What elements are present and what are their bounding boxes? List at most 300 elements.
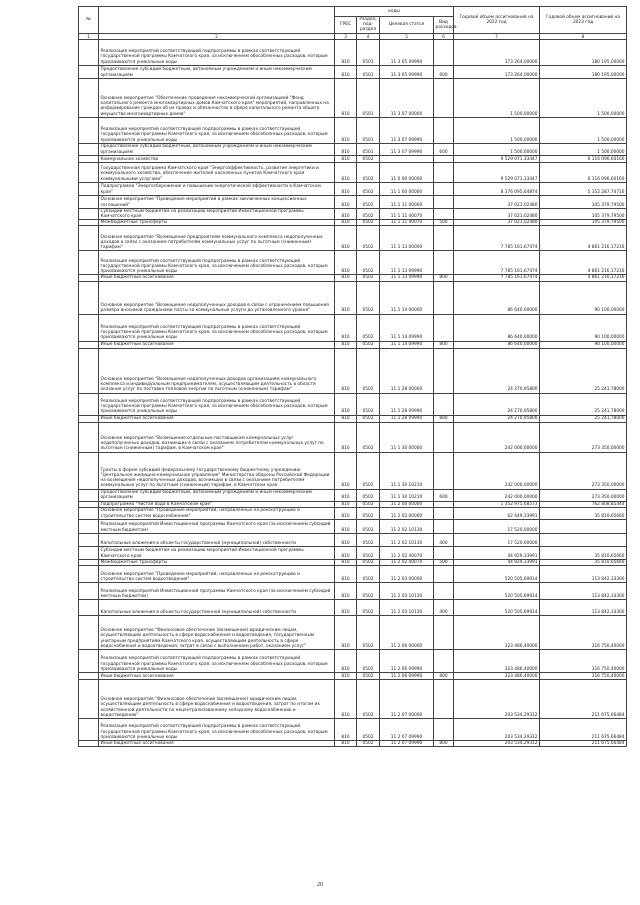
row-vr-cell — [434, 650, 454, 673]
row-2023-cell: 35 810,65660 — [540, 546, 627, 559]
table-row — [79, 162, 627, 182]
row-razdel-cell: 0502 — [357, 489, 380, 501]
row-grbs-cell: 810 — [335, 208, 357, 219]
table-row — [79, 719, 627, 741]
col-number: 7 — [454, 33, 540, 39]
row-no-cell — [79, 314, 99, 341]
col-header-grbs: ГРБС — [335, 17, 357, 34]
row-no-cell — [79, 519, 99, 533]
row-2023-cell: 113 842,33300 — [540, 566, 627, 583]
col-number: 6 — [434, 33, 454, 39]
table-row — [79, 452, 627, 489]
row-cs-cell: 11 1 11 40070 — [380, 208, 434, 219]
table-row — [79, 195, 627, 208]
col-header-cs: Целевая статья — [380, 17, 434, 34]
row-no-cell — [79, 533, 99, 546]
row-cs-cell: 11 2 06 09990 — [380, 673, 434, 680]
row-name-cell: Реализация мероприятий соответствующей подпрограммы в рамках соответствующей государственной программы Камчатского края, за исключением обособленных расходов, которым присваиваются уникальные коды — [99, 393, 335, 415]
row-2022-cell: 62 449,33991 — [454, 507, 540, 519]
row-2023-cell: 273 350,00000 — [540, 452, 627, 489]
row-razdel-cell: 0502 — [357, 162, 380, 182]
row-2023-cell: 113 842,33300 — [540, 600, 627, 616]
row-grbs-cell: 810 — [335, 719, 357, 741]
table-row — [79, 546, 627, 559]
row-name-cell: Субсидии местным бюджетам на реализацию мероприятий Инвестиционной программы Камчатского края — [99, 546, 335, 559]
row-2022-cell: 323 486,40000 — [454, 616, 540, 650]
row-vr-cell — [434, 314, 454, 341]
row-2022-cell: 37 021,02480 — [454, 195, 540, 208]
row-cs-cell: 11 3 05 09990 — [380, 39, 434, 65]
row-vr-cell — [434, 39, 454, 65]
row-cs-cell: 11 1 11 00000 — [380, 195, 434, 208]
row-grbs-cell: 810 — [335, 546, 357, 559]
row-no-cell — [79, 415, 99, 422]
row-razdel-cell: 0502 — [357, 220, 380, 226]
row-2023-cell: 316 750,40000 — [540, 673, 627, 680]
row-2022-cell: 7 785 161,67474 — [454, 251, 540, 275]
row-2022-cell: 17 520,00000 — [454, 533, 540, 546]
row-razdel-cell: 0502 — [357, 155, 380, 162]
row-no-cell — [79, 65, 99, 78]
row-2022-cell: 24 270,95800 — [454, 348, 540, 393]
row-name-cell: Предоставление субсидий бюджетным, автономным учреждениям и иным некоммерческим организациям — [99, 65, 335, 78]
row-no-cell — [79, 673, 99, 680]
table-row — [79, 281, 627, 314]
table-row — [79, 680, 627, 719]
row-no-cell — [79, 195, 99, 208]
row-cs-cell: 11 2 03 10130 — [380, 583, 434, 600]
row-name-cell: Реализация мероприятий соответствующей подпрограммы в рамках соответствующей государственной программы Камчатского края, за исключением обособленных расходов, которым присваиваются уникальные коды — [99, 117, 335, 143]
row-cs-cell: 11 2 07 00000 — [380, 680, 434, 719]
row-name-cell: Основное мероприятие "Возмещение недополученных доходов в связи с ограничением повышения размера вносимой гражданами платы за коммунальные услуги до установленного уровня" — [99, 281, 335, 314]
row-2023-cell: 762 808,85444 — [540, 501, 627, 507]
row-2022-cell: 1 500,00000 — [454, 78, 540, 117]
col-header-codes: коды — [335, 7, 454, 17]
row-2022-cell: 17 520,00000 — [454, 519, 540, 533]
col-header-no: № — [79, 7, 99, 34]
table-row — [79, 422, 627, 452]
row-grbs-cell: 810 — [335, 117, 357, 143]
row-no-cell — [79, 143, 99, 155]
row-cs-cell — [380, 155, 434, 162]
row-2022-cell: 37 021,02480 — [454, 220, 540, 226]
row-2023-cell: 4 861 216,17216 — [540, 226, 627, 251]
row-name-cell: Основное мероприятие "Проведение мероприятий в рамках заключенных концессионных соглашений" — [99, 195, 335, 208]
row-razdel-cell: 0501 — [357, 143, 380, 155]
row-cs-cell: 11 1 00 00000 — [380, 182, 434, 195]
row-grbs-cell: 810 — [335, 489, 357, 501]
table-row — [79, 650, 627, 673]
row-cs-cell: 11 1 13 09990 — [380, 275, 434, 281]
row-2023-cell: 25 241,78000 — [540, 348, 627, 393]
row-cs-cell: 11 3 07 00000 — [380, 78, 434, 117]
row-grbs-cell: 810 — [335, 65, 357, 78]
row-cs-cell: 11 3 05 09990 — [380, 65, 434, 78]
row-cs-cell: 11 1 14 00000 — [380, 281, 434, 314]
row-name-cell: Реализация мероприятий Инвестиционной программы Камчатского края (за исключением субсидий местным бюджетам) — [99, 519, 335, 533]
row-vr-cell — [434, 546, 454, 559]
row-grbs-cell: 810 — [335, 348, 357, 393]
row-name-cell: Основное мероприятие "Возмещение недополученных доходов организациям коммунального комплекса и индивидуальным предпринимателям, осуществляющим деятельность в области оказания услуг по поставке тепловой энергии по льготным (сниженным) тарифам" — [99, 348, 335, 393]
row-2023-cell: 211 675,66484 — [540, 741, 627, 747]
col-header-2022: Годовой объем ассигнований на 2022 год — [454, 7, 540, 34]
page-number: 20 — [317, 882, 323, 888]
row-grbs-cell: 810 — [335, 39, 357, 65]
row-vr-cell: 800 — [434, 341, 454, 348]
table-row — [79, 616, 627, 650]
row-2023-cell: 105 379,79500 — [540, 208, 627, 219]
row-vr-cell — [434, 155, 454, 162]
row-2022-cell: 323 486,40000 — [454, 673, 540, 680]
row-no-cell — [79, 117, 99, 143]
row-2023-cell: 211 675,66484 — [540, 680, 627, 719]
row-grbs-cell: 810 — [335, 341, 357, 348]
row-no-cell — [79, 393, 99, 415]
row-2022-cell: 203 534,29312 — [454, 719, 540, 741]
table-row — [79, 489, 627, 501]
row-vr-cell: 800 — [434, 275, 454, 281]
row-razdel-cell: 0502 — [357, 501, 380, 507]
row-grbs-cell: 810 — [335, 275, 357, 281]
row-cs-cell: 11 1 13 09990 — [380, 251, 434, 275]
row-razdel-cell: 0502 — [357, 650, 380, 673]
table-row — [79, 314, 627, 341]
budget-table-page — [78, 6, 626, 747]
row-cs-cell: 11 1 28 00000 — [380, 348, 434, 393]
row-cs-cell: 11 1 11 40070 — [380, 220, 434, 226]
row-name-cell: Иные бюджетные ассигнования — [99, 341, 335, 348]
row-vr-cell — [434, 422, 454, 452]
row-2022-cell: 9 529 071,33447 — [454, 162, 540, 182]
row-vr-cell — [434, 195, 454, 208]
row-cs-cell: 11 2 06 00000 — [380, 616, 434, 650]
row-grbs-cell: 810 — [335, 415, 357, 422]
row-cs-cell: 11 2 02 40070 — [380, 546, 434, 559]
table-row — [79, 533, 627, 546]
row-grbs-cell: 810 — [335, 566, 357, 583]
row-2022-cell: 242 000,00000 — [454, 452, 540, 489]
row-grbs-cell: 810 — [335, 507, 357, 519]
row-name-cell: Коммунальное хозяйство — [99, 155, 335, 162]
row-grbs-cell: 810 — [335, 673, 357, 680]
row-cs-cell: 11 2 03 10130 — [380, 600, 434, 616]
row-no-cell — [79, 251, 99, 275]
row-cs-cell: 11 2 02 10130 — [380, 519, 434, 533]
table-row — [79, 415, 627, 422]
row-2023-cell: 180 195,00000 — [540, 39, 627, 65]
row-vr-cell: 600 — [434, 143, 454, 155]
row-name-cell: Гранты в форме субсидий федеральному государственному бюджетному учреждению "Центральное жилищно-коммунальное управление" Министерства обороны Российской Федерации на возмещение недополученных доходов, возникших в связи с оказанием потребителям коммунальных услуг по льготным (сниженным) тарифам, в Камчатском крае — [99, 452, 335, 489]
row-vr-cell: 500 — [434, 220, 454, 226]
row-cs-cell: 11 2 07 09990 — [380, 719, 434, 741]
row-no-cell — [79, 489, 99, 501]
row-grbs-cell: 810 — [335, 220, 357, 226]
row-name-cell: Реализация мероприятий Инвестиционной программы Камчатского края (за исключением субсидий местным бюджетам) — [99, 583, 335, 600]
row-cs-cell: 11 1 28 09990 — [380, 415, 434, 422]
row-vr-cell — [434, 616, 454, 650]
table-row — [79, 226, 627, 251]
row-name-cell: Основное мероприятие "Проведение мероприятий, направленных на реконструкцию и строительство систем водоотведения" — [99, 566, 335, 583]
row-name-cell: Основное мероприятие "Проведение мероприятий, направленных на реконструкцию и строительство систем водоснабжения" — [99, 507, 335, 519]
col-number: 8 — [540, 33, 627, 39]
row-razdel-cell: 0502 — [357, 680, 380, 719]
row-razdel-cell: 0502 — [357, 281, 380, 314]
row-vr-cell — [434, 251, 454, 275]
row-2023-cell — [540, 533, 627, 546]
table-row — [79, 519, 627, 533]
row-razdel-cell: 0502 — [357, 251, 380, 275]
row-name-cell: Основное мероприятие "Финансовое обеспечение (возмещение) юридическим лицам, осуществляющим деятельность в сфере водоснабжения и водоотведения, затрат по итогам их хозяйственной деятельности по нецентрализованному холодному водоснабжению и водоотведению" — [99, 680, 335, 719]
table-row — [79, 600, 627, 616]
row-grbs-cell: 810 — [335, 559, 357, 565]
row-razdel-cell: 0502 — [357, 195, 380, 208]
row-razdel-cell: 0502 — [357, 533, 380, 546]
table-row — [79, 182, 627, 195]
row-razdel-cell: 0501 — [357, 65, 380, 78]
row-name-cell: Основное мероприятие "Финансовое обеспечение (возмещение) юридическим лицам, осуществляющим деятельность в сфере водоснабжения и водоотведения, государственным унитарным предприятиям Камчатского края, осуществляющим деятельность в сфере водоснабжения и водоотведения, затрат в связи с выполнением работ, оказанием услуг" — [99, 616, 335, 650]
table-row — [79, 741, 627, 747]
row-2023-cell — [540, 519, 627, 533]
row-2023-cell: 90 100,00000 — [540, 341, 627, 348]
row-2022-cell: 520 505,69914 — [454, 600, 540, 616]
row-2022-cell: 242 000,00000 — [454, 489, 540, 501]
row-cs-cell: 11 2 07 09990 — [380, 741, 434, 747]
table-row — [79, 155, 627, 162]
row-2023-cell: 25 241,78000 — [540, 393, 627, 415]
col-header-name — [99, 7, 335, 34]
row-grbs-cell: 810 — [335, 251, 357, 275]
row-2022-cell: 1 500,00000 — [454, 117, 540, 143]
row-vr-cell — [434, 393, 454, 415]
row-no-cell — [79, 650, 99, 673]
row-no-cell — [79, 583, 99, 600]
row-razdel-cell: 0502 — [357, 566, 380, 583]
table-row — [79, 78, 627, 117]
row-cs-cell: 11 0 00 00000 — [380, 162, 434, 182]
row-grbs-cell: 810 — [335, 741, 357, 747]
row-name-cell: Реализация мероприятий соответствующей подпрограммы в рамках соответствующей государственной программы Камчатского края, за исключением обособленных расходов, которым присваиваются уникальные коды — [99, 650, 335, 673]
row-name-cell: Иные бюджетные ассигнования — [99, 415, 335, 422]
row-razdel-cell: 0502 — [357, 583, 380, 600]
row-razdel-cell: 0501 — [357, 78, 380, 117]
row-no-cell — [79, 507, 99, 519]
row-no-cell — [79, 208, 99, 219]
row-name-cell: Предоставление субсидий бюджетным, автономным учреждениям и иным некоммерческим организациям — [99, 143, 335, 155]
row-2023-cell: 273 350,00000 — [540, 489, 627, 501]
row-2023-cell: 35 810,65660 — [540, 559, 627, 565]
row-2022-cell: 86 640,00000 — [454, 281, 540, 314]
row-2023-cell: 4 861 216,17216 — [540, 251, 627, 275]
row-no-cell — [79, 39, 99, 65]
row-2023-cell: 90 100,00000 — [540, 281, 627, 314]
row-name-cell: Реализация мероприятий соответствующей подпрограммы в рамках соответствующей государственной программы Камчатского края, за исключением обособленных расходов, которым присваиваются уникальные коды — [99, 314, 335, 341]
row-no-cell — [79, 226, 99, 251]
table-row — [79, 39, 627, 65]
budget-table — [78, 6, 627, 747]
row-2022-cell: 44 929,33991 — [454, 546, 540, 559]
row-name-cell: Реализация мероприятий соответствующей подпрограммы в рамках соответствующей государственной программы Камчатского края, за исключением обособленных расходов, которым присваиваются уникальные коды — [99, 719, 335, 741]
row-grbs-cell: 810 — [335, 583, 357, 600]
row-2023-cell: 6 116 096,60160 — [540, 162, 627, 182]
col-number: 2 — [99, 33, 335, 39]
row-cs-cell: 11 2 03 00000 — [380, 566, 434, 583]
row-name-cell: Реализация мероприятий соответствующей подпрограммы в рамках соответствующей государственной программы Камчатского края, за исключением обособленных расходов, которым присваиваются уникальные коды — [99, 251, 335, 275]
row-name-cell: Основное мероприятие "Возмещение предприятиям коммунального комплекса недополученных доходов в связи с оказанием потребителям коммунальных услуг по льготным (сниженным) тарифам" — [99, 226, 335, 251]
row-2022-cell: 520 505,69914 — [454, 583, 540, 600]
row-grbs-cell: 810 — [335, 162, 357, 182]
row-vr-cell — [434, 348, 454, 393]
row-vr-cell — [434, 182, 454, 195]
row-2023-cell: 316 750,40000 — [540, 650, 627, 673]
row-razdel-cell: 0502 — [357, 208, 380, 219]
row-cs-cell: 11 2 06 09990 — [380, 650, 434, 673]
row-2023-cell: 4 861 216,17216 — [540, 275, 627, 281]
row-razdel-cell: 0502 — [357, 226, 380, 251]
row-razdel-cell: 0502 — [357, 600, 380, 616]
row-grbs-cell: 810 — [335, 519, 357, 533]
table-row — [79, 566, 627, 583]
row-cs-cell: 11 1 30 10210 — [380, 452, 434, 489]
row-cs-cell: 11 1 14 09990 — [380, 341, 434, 348]
col-number: 5 — [380, 33, 434, 39]
row-name-cell: Государственная программа Камчатского края "Энергоэффективность, развитие энергетики и коммунального хозяйства, обеспечение жителей населенных пунктов Камчатского края коммунальными услугами" — [99, 162, 335, 182]
row-vr-cell — [434, 583, 454, 600]
row-name-cell: Основное мероприятие "Обеспечение проведения некоммерческой организацией "Фонд капитального ремонта многоквартирных домов Камчатского края" мероприятий, направленных на информирование граждан об их правах и обязанностях в сфере капитального ремонта общего имущества многоквартирных домов" — [99, 78, 335, 117]
row-2023-cell: 6 116 096,60160 — [540, 155, 627, 162]
row-no-cell — [79, 182, 99, 195]
row-2022-cell: 203 534,29312 — [454, 680, 540, 719]
row-2023-cell: 316 750,40000 — [540, 616, 627, 650]
row-2022-cell: 86 640,00000 — [454, 341, 540, 348]
row-razdel-cell: 0502 — [357, 673, 380, 680]
row-vr-cell — [434, 208, 454, 219]
row-vr-cell — [434, 226, 454, 251]
row-2022-cell: 520 505,69914 — [454, 566, 540, 583]
row-razdel-cell: 0502 — [357, 452, 380, 489]
table-row — [79, 507, 627, 519]
row-razdel-cell: 0501 — [357, 39, 380, 65]
table-row — [79, 208, 627, 219]
row-razdel-cell: 0502 — [357, 422, 380, 452]
row-2022-cell: 44 929,33991 — [454, 559, 540, 565]
row-vr-cell: 400 — [434, 533, 454, 546]
row-no-cell — [79, 162, 99, 182]
row-2022-cell: 37 021,02480 — [454, 208, 540, 219]
row-no-cell — [79, 341, 99, 348]
row-no-cell — [79, 452, 99, 489]
row-2023-cell: 1 500,00000 — [540, 78, 627, 117]
row-name-cell: Иные бюджетные ассигнования — [99, 275, 335, 281]
row-vr-cell — [434, 117, 454, 143]
row-no-cell — [79, 741, 99, 747]
row-razdel-cell: 0502 — [357, 275, 380, 281]
row-vr-cell — [434, 507, 454, 519]
row-2023-cell: 113 842,33300 — [540, 583, 627, 600]
row-2022-cell: 24 270,95800 — [454, 415, 540, 422]
row-name-cell: Иные бюджетные ассигнования — [99, 741, 335, 747]
row-vr-cell: 400 — [434, 600, 454, 616]
row-razdel-cell: 0502 — [357, 507, 380, 519]
row-2022-cell: 7 785 161,67474 — [454, 275, 540, 281]
row-razdel-cell: 0502 — [357, 546, 380, 559]
row-razdel-cell: 0502 — [357, 348, 380, 393]
row-razdel-cell: 0502 — [357, 719, 380, 741]
row-vr-cell — [434, 719, 454, 741]
table-row — [79, 583, 627, 600]
row-2022-cell: 242 000,00000 — [454, 422, 540, 452]
col-header-razdel: Раздел, под-раздел — [357, 17, 380, 34]
row-name-cell: Межбюджетные трансферты — [99, 220, 335, 226]
row-no-cell — [79, 78, 99, 117]
row-name-cell: Реализация мероприятий соответствующей подпрограммы в рамках соответствующей государственной программы Камчатского края, за исключением обособленных расходов, которым присваиваются уникальные коды — [99, 39, 335, 65]
row-cs-cell: 11 1 30 00000 — [380, 422, 434, 452]
row-2022-cell: 7 785 161,67474 — [454, 226, 540, 251]
row-name-cell: Межбюджетные трансферты — [99, 559, 335, 565]
row-grbs-cell: 810 — [335, 226, 357, 251]
row-cs-cell: 11 2 02 10130 — [380, 533, 434, 546]
table-row — [79, 117, 627, 143]
row-vr-cell — [434, 78, 454, 117]
row-no-cell — [79, 600, 99, 616]
row-vr-cell — [434, 680, 454, 719]
table-row — [79, 341, 627, 348]
row-2022-cell: 86 640,00000 — [454, 314, 540, 341]
row-no-cell — [79, 546, 99, 559]
row-grbs-cell: 810 — [335, 195, 357, 208]
row-2022-cell: 9 529 071,33447 — [454, 155, 540, 162]
row-cs-cell: 11 3 07 09990 — [380, 143, 434, 155]
row-name-cell: Капитальные вложения в объекты государственной (муниципальной) собственности — [99, 600, 335, 616]
table-row — [79, 143, 627, 155]
table-row — [79, 65, 627, 78]
row-2023-cell: 90 100,00000 — [540, 314, 627, 341]
row-vr-cell — [434, 162, 454, 182]
row-2023-cell: 273 350,00000 — [540, 422, 627, 452]
row-grbs-cell: 810 — [335, 600, 357, 616]
row-name-cell: Предоставление субсидий бюджетным, автономным учреждениям и иным некоммерческим организациям — [99, 489, 335, 501]
row-cs-cell: 11 1 28 09990 — [380, 393, 434, 415]
row-name-cell: Основное мероприятие "Возмещение отдельным поставщикам коммунальных услуг недополученных доходов, возникших в связи с оказанием потребителям коммунальных услуг по льготным (сниженным) тарифам, в Камчатском крае" — [99, 422, 335, 452]
row-grbs-cell: 810 — [335, 650, 357, 673]
row-2022-cell: 173 264,00000 — [454, 65, 540, 78]
row-no-cell — [79, 281, 99, 314]
row-no-cell — [79, 155, 99, 162]
row-2022-cell: 24 270,95800 — [454, 393, 540, 415]
table-row — [79, 393, 627, 415]
row-2023-cell: 105 379,79500 — [540, 195, 627, 208]
row-2023-cell: 105 379,79500 — [540, 220, 627, 226]
row-cs-cell: 11 3 07 09990 — [380, 117, 434, 143]
row-name-cell: Подпрограмма "Чистая вода в Камчатском крае" — [99, 501, 335, 507]
row-name-cell: Иные бюджетные ассигнования — [99, 673, 335, 680]
row-razdel-cell: 0502 — [357, 559, 380, 565]
row-razdel-cell: 0502 — [357, 415, 380, 422]
row-vr-cell — [434, 566, 454, 583]
row-vr-cell: 600 — [434, 489, 454, 501]
row-razdel-cell: 0502 — [357, 314, 380, 341]
table-row — [79, 348, 627, 393]
row-grbs-cell: 810 — [335, 533, 357, 546]
row-2023-cell: 180 195,00000 — [540, 65, 627, 78]
row-cs-cell: 11 2 00 00000 — [380, 501, 434, 507]
row-vr-cell: 800 — [434, 673, 454, 680]
row-2023-cell: 1 500,00000 — [540, 117, 627, 143]
row-grbs-cell: 810 — [335, 452, 357, 489]
row-cs-cell: 11 1 14 09990 — [380, 314, 434, 341]
row-name-cell: Подпрограмма "Энергосбережение и повышение энергетической эффективности в Камчатском крае" — [99, 182, 335, 195]
row-2023-cell: 5 352 287,74716 — [540, 182, 627, 195]
row-grbs-cell: 810 — [335, 182, 357, 195]
